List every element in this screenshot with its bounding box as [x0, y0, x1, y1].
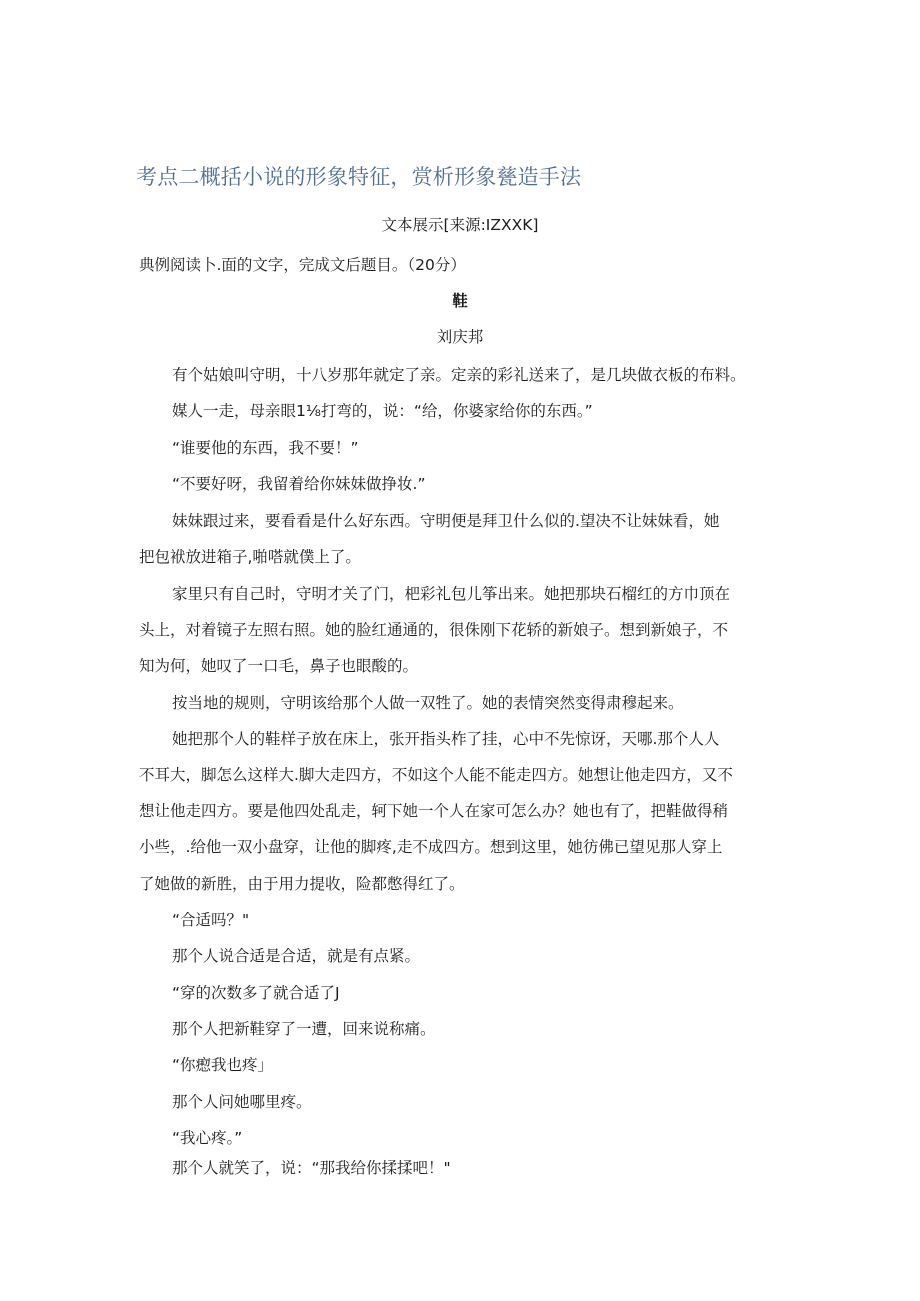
- story-author: 刘庆邦: [436, 328, 484, 346]
- story-line: 头上，对着镜子左照右照。她的脸红通通的，很侏刚下花轿的新娘子。想到新娘子，不: [139, 621, 729, 639]
- text-display-label: 文本展示[来源:IZXXK]: [381, 216, 539, 234]
- story-line: 了她做的新胜，由于用力提收，险都憋得红了。: [139, 875, 465, 893]
- story-line: 按当地的规则，守明该给那个人做一双牲了。她的表情突然变得肃穆起来。: [172, 694, 684, 712]
- story-line: 把包袱放进箱子,啪嗒就僕上了。: [139, 548, 361, 566]
- story-line: 不耳大，脚怎么这样大.脚大走四方，不如这个人能不能走四方。她想让他走四方，又不: [139, 766, 733, 784]
- story-line: 知为何，她叹了一口毛，鼻子也眼酸的。: [139, 657, 419, 675]
- story-line: “你瘛我也疼」: [172, 1056, 274, 1074]
- story-line: 那个人把新鞋穿了一遭，回来说称痛。: [172, 1020, 436, 1038]
- story-line: 她把那个人的鞋样子放在床上，张开指头柞了挂，心中不先惊讶，天哪.那个人人: [172, 730, 720, 748]
- story-line: 媒人一走，母亲眼1⅛打弯的，说：“给，你婆家给你的东西。”: [172, 402, 593, 420]
- story-line: “不要好呀，我留着给你妹妹做挣妆.”: [172, 475, 426, 493]
- story-line: 小些，.给他一双小盘穿，让他的脚疼,走不成四方。想到这里，她彷佛已望见那人穿上: [139, 838, 723, 856]
- story-line: “穿的次数多了就合适了J: [172, 984, 340, 1002]
- section-title: 考点二概括小说的形象特征，赏析形象甆造手法: [136, 165, 582, 189]
- story-line: “我心疼。”: [172, 1129, 243, 1147]
- story-line: 那个人就笑了，说：“那我给你揉揉吧！": [172, 1159, 451, 1177]
- story-line: 妹妹跟过来，要看看是什么好东西。守明便是拜卫什么似的.望决不让妹妹看，她: [172, 512, 720, 530]
- story-line: “谁要他的东西，我不要！”: [172, 439, 359, 457]
- story-title: 鞋: [452, 292, 468, 310]
- story-line: “合适吗？": [172, 911, 250, 929]
- story-line: 家里只有自己时，守明才关了门，杷彩礼包儿筝出来。她把那块石榴红的方巾顶在: [172, 585, 731, 603]
- story-line: 那个人说合适是合适，就是有点紧。: [172, 947, 421, 965]
- instruction-line: 典例阅读卜.面的文字，完成文后题目。（20分）: [139, 256, 466, 274]
- story-line: 那个人问她哪里疼。: [172, 1093, 312, 1111]
- story-line: 想让他走四方。要是他四处乱走，轲下她一个人在家可怎么办？她也有了，把鞋做得稍: [139, 802, 729, 820]
- story-line: 有个姑娘叫守明，十八岁那年就定了亲。定亲的彩礼送来了，是几块做衣板的布料。: [172, 366, 746, 384]
